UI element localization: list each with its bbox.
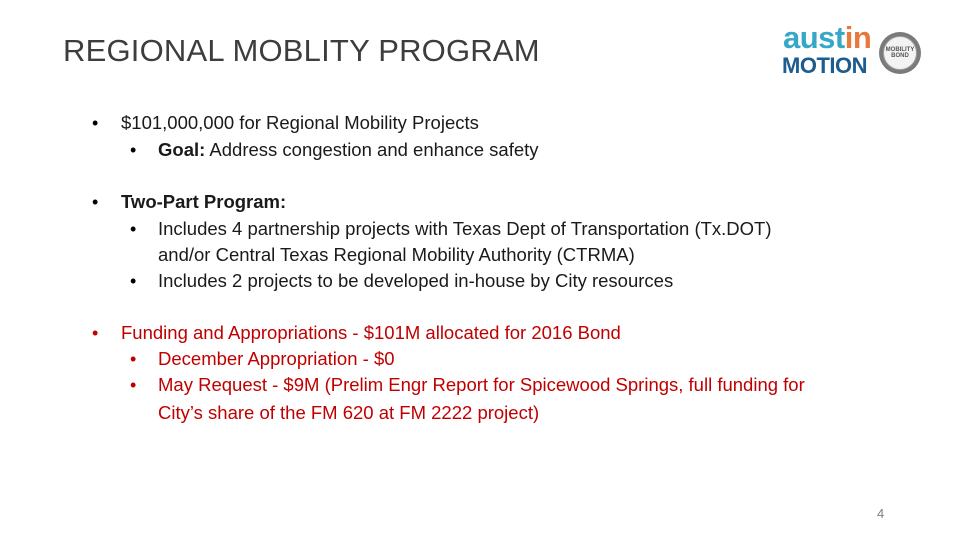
bullet-icon: • [92,192,99,212]
bullet-icon: • [92,323,99,343]
austin-motion-logo [781,20,931,80]
section-3-sub-1: December Appropriation - $0 [158,348,395,369]
bullet-icon: • [130,271,137,291]
section-3-heading: Funding and Appropriations - $101M allocated for 2016 Bond [121,322,621,343]
bullet-icon: • [130,219,137,239]
logo-word-austin: austin [783,20,872,55]
bullet-icon: • [130,140,137,160]
section-2-sub-2: Includes 2 projects to be developed in-house by City resources [158,270,674,291]
section-2-sub-1-line-1: Includes 4 partnership projects with Texas Dept of Transportation (Tx.DOT) [158,218,772,239]
bullet-icon: • [130,375,137,395]
page-number: 4 [877,506,885,521]
section-2-sub-1-line-2: and/or Central Texas Regional Mobility Authority (CTRMA) [158,244,635,265]
mobility-bond-seal-icon [879,32,921,74]
section-1-sub-1: Goal: Address congestion and enhance safety [158,139,539,160]
seal-text-2: BOND [891,53,909,59]
bullet-icon: • [92,113,99,133]
seal-text-1: MOBILITY [885,47,915,53]
section-2-heading: Two-Part Program: [121,191,287,212]
slide-title: REGIONAL MOBLITY PROGRAM [63,33,540,68]
section-3-sub-2-line-1: May Request - $9M (Prelim Engr Report for Spicewood Springs, full funding for [158,374,805,395]
section-3-sub-2-line-2: City’s share of the FM 620 at FM 2222 project) [158,402,540,423]
logo-word-motion: MOTION [782,53,867,78]
section-1-heading: $101,000,000 for Regional Mobility Projects [121,112,479,133]
bullet-icon: • [130,349,137,369]
